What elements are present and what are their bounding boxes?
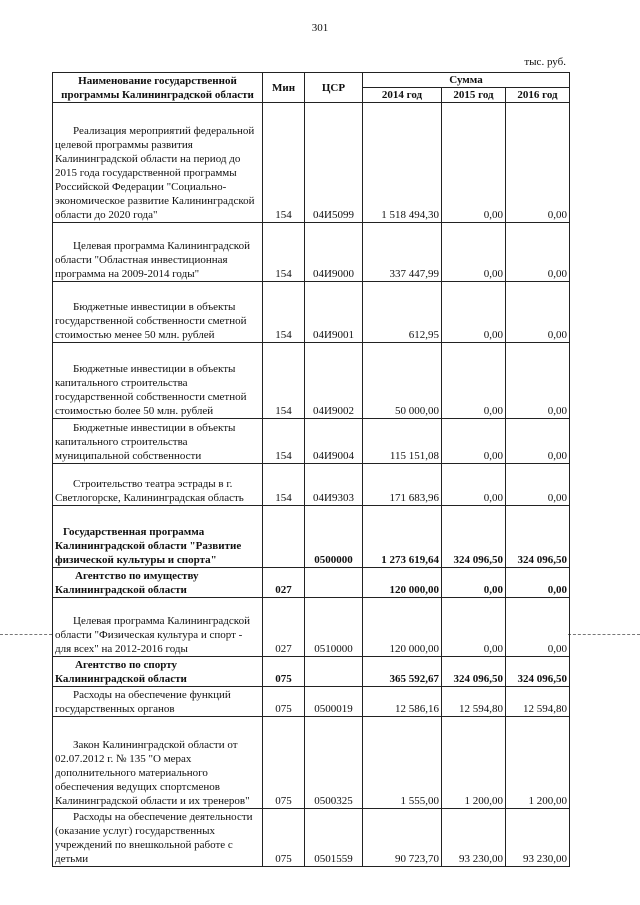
row-min: 027 (263, 598, 305, 657)
row-min: 075 (263, 717, 305, 809)
row-2016: 1 200,00 (506, 717, 570, 809)
row-name: Агентство по имуществу Калининградской области (53, 568, 263, 598)
row-2016: 0,00 (506, 464, 570, 506)
row-name: Закон Калининградской области от 02.07.2012 г. № 135 "О мерах дополнительного материального обеспечения ведущих спортсменов Калининградской области и их тренеров" (53, 717, 263, 809)
row-2016: 12 594,80 (506, 687, 570, 717)
table-row (53, 419, 570, 464)
table-row (53, 568, 570, 598)
row-2014: 120 000,00 (363, 598, 442, 657)
table-row (53, 506, 570, 568)
row-csr (305, 568, 363, 598)
row-2015: 0,00 (442, 598, 506, 657)
row-2014: 1 273 619,64 (363, 506, 442, 568)
row-csr: 04И5099 (305, 103, 363, 223)
row-2014: 337 447,99 (363, 223, 442, 282)
row-2015: 93 230,00 (442, 809, 506, 867)
row-min (263, 506, 305, 568)
row-2016: 0,00 (506, 568, 570, 598)
header-min: Мин (263, 73, 305, 103)
row-2016: 0,00 (506, 223, 570, 282)
row-csr (305, 657, 363, 687)
header-2015: 2015 год (442, 88, 506, 103)
table-row (53, 343, 570, 419)
row-min: 154 (263, 343, 305, 419)
row-2016: 0,00 (506, 282, 570, 343)
row-2016: 0,00 (506, 419, 570, 464)
row-name: Агентство по спорту Калининградской области (53, 657, 263, 687)
row-2016: 0,00 (506, 103, 570, 223)
table-row (53, 103, 570, 223)
row-min: 075 (263, 657, 305, 687)
row-2014: 1 518 494,30 (363, 103, 442, 223)
row-name: Бюджетные инвестиции в объекты капитального строительства государственной собственности сметной стоимостью более 50 млн. рублей (53, 343, 263, 419)
table-row (53, 598, 570, 657)
row-csr: 0501559 (305, 809, 363, 867)
table-row (53, 809, 570, 867)
units-label: тыс. руб. (524, 56, 566, 68)
row-csr: 0510000 (305, 598, 363, 657)
row-csr: 0500325 (305, 717, 363, 809)
budget-table (52, 72, 570, 867)
row-2014: 50 000,00 (363, 343, 442, 419)
table-row (53, 657, 570, 687)
row-name: Целевая программа Калининградской области "Физическая культура и спорт - для всех" на 2012-2016 годы (53, 598, 263, 657)
row-min: 154 (263, 223, 305, 282)
row-min: 075 (263, 809, 305, 867)
header-name: Наименование государственной программы Калининградской области (53, 73, 263, 103)
row-min: 027 (263, 568, 305, 598)
row-2015: 0,00 (442, 282, 506, 343)
header-csr: ЦСР (305, 73, 363, 103)
table-row (53, 464, 570, 506)
row-name: Бюджетные инвестиции в объекты государственной собственности сметной стоимостью менее 50 млн. рублей (53, 282, 263, 343)
row-name: Расходы на обеспечение деятельности (оказание услуг) государственных учреждений по внешкольной работе с детьми (53, 809, 263, 867)
table-row (53, 223, 570, 282)
row-name: Реализация мероприятий федеральной целевой программы развития Калининградской области на период до 2015 года государственной программы Российской Федерации "Социально-экономическое развитие Калининградской области до 2020 года" (53, 103, 263, 223)
row-min: 075 (263, 687, 305, 717)
row-2014: 120 000,00 (363, 568, 442, 598)
row-csr: 04И9002 (305, 343, 363, 419)
row-2015: 0,00 (442, 464, 506, 506)
row-min: 154 (263, 103, 305, 223)
table-row (53, 282, 570, 343)
row-2016: 93 230,00 (506, 809, 570, 867)
row-csr: 04И9001 (305, 282, 363, 343)
row-2014: 115 151,08 (363, 419, 442, 464)
header-sum: Сумма (363, 73, 570, 88)
margin-rule-left (0, 634, 52, 635)
row-2015: 0,00 (442, 103, 506, 223)
row-2015: 0,00 (442, 568, 506, 598)
row-min: 154 (263, 419, 305, 464)
row-name: Целевая программа Калининградской области "Областная инвестиционная программа на 2009-2014 годы" (53, 223, 263, 282)
header-2016: 2016 год (506, 88, 570, 103)
row-2016: 324 096,50 (506, 657, 570, 687)
row-2015: 0,00 (442, 223, 506, 282)
row-csr: 0500000 (305, 506, 363, 568)
row-2015: 324 096,50 (442, 657, 506, 687)
row-name: Расходы на обеспечение функций государственных органов (53, 687, 263, 717)
row-name: Строительство театра эстрады в г. Светлогорске, Калининградская область (53, 464, 263, 506)
row-2015: 0,00 (442, 343, 506, 419)
table-row (53, 687, 570, 717)
row-name: Государственная программа Калининградской области "Развитие физической культуры и спорта" (53, 506, 263, 568)
page-number: 301 (311, 22, 329, 34)
row-2015: 0,00 (442, 419, 506, 464)
row-csr: 0500019 (305, 687, 363, 717)
row-csr: 04И9004 (305, 419, 363, 464)
row-2014: 612,95 (363, 282, 442, 343)
row-2015: 324 096,50 (442, 506, 506, 568)
row-csr: 04И9000 (305, 223, 363, 282)
row-2016: 0,00 (506, 598, 570, 657)
header-2014: 2014 год (363, 88, 442, 103)
row-2016: 0,00 (506, 343, 570, 419)
row-2014: 365 592,67 (363, 657, 442, 687)
row-2014: 1 555,00 (363, 717, 442, 809)
row-2015: 12 594,80 (442, 687, 506, 717)
row-min: 154 (263, 464, 305, 506)
row-csr: 04И9303 (305, 464, 363, 506)
row-2014: 171 683,96 (363, 464, 442, 506)
margin-rule-right (568, 634, 640, 635)
row-name: Бюджетные инвестиции в объекты капитального строительства муниципальной собственности (53, 419, 263, 464)
row-2016: 324 096,50 (506, 506, 570, 568)
row-2014: 90 723,70 (363, 809, 442, 867)
row-2014: 12 586,16 (363, 687, 442, 717)
row-2015: 1 200,00 (442, 717, 506, 809)
table-row (53, 717, 570, 809)
header-row-top (53, 73, 570, 88)
row-min: 154 (263, 282, 305, 343)
